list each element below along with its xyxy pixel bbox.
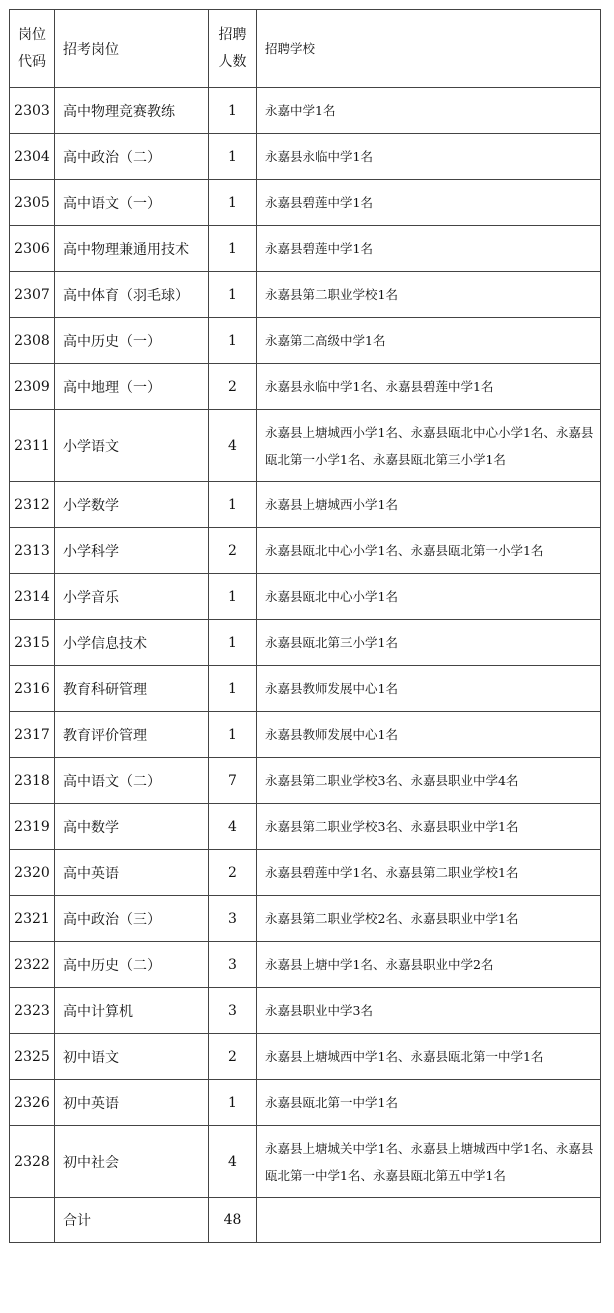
row-count: 1 xyxy=(209,1080,257,1126)
row-school: 永嘉县上塘城西小学1名、永嘉县瓯北中心小学1名、永嘉县瓯北第一小学1名、永嘉县瓯北第三小学1名 xyxy=(257,410,601,482)
row-school: 永嘉县上塘城西中学1名、永嘉县瓯北第一中学1名 xyxy=(257,1034,601,1080)
row-code: 2309 xyxy=(10,364,55,410)
row-position: 高中语文（二） xyxy=(55,758,209,804)
row-code: 2312 xyxy=(10,482,55,528)
row-count: 3 xyxy=(209,942,257,988)
row-count: 1 xyxy=(209,574,257,620)
row-position: 教育科研管理 xyxy=(55,666,209,712)
row-position: 高中计算机 xyxy=(55,988,209,1034)
table-row xyxy=(10,804,601,850)
total-code-cell xyxy=(10,1198,55,1243)
row-school: 永嘉县第二职业学校2名、永嘉县职业中学1名 xyxy=(257,896,601,942)
row-code: 2305 xyxy=(10,180,55,226)
row-position: 高中英语 xyxy=(55,850,209,896)
row-count: 2 xyxy=(209,1034,257,1080)
row-school: 永嘉县第二职业学校3名、永嘉县职业中学1名 xyxy=(257,804,601,850)
header-school: 招聘学校 xyxy=(257,10,601,88)
row-school: 永嘉县上塘中学1名、永嘉县职业中学2名 xyxy=(257,942,601,988)
row-code: 2315 xyxy=(10,620,55,666)
header-code-line2: 代码 xyxy=(18,53,46,70)
row-code: 2306 xyxy=(10,226,55,272)
header-position: 招考岗位 xyxy=(55,10,209,88)
row-school: 永嘉县碧莲中学1名、永嘉县第二职业学校1名 xyxy=(257,850,601,896)
table-row xyxy=(10,482,601,528)
row-count: 2 xyxy=(209,850,257,896)
row-code: 2311 xyxy=(10,410,55,482)
row-count: 2 xyxy=(209,364,257,410)
header-count xyxy=(209,10,257,88)
row-school: 永嘉中学1名 xyxy=(257,88,601,134)
row-count: 7 xyxy=(209,758,257,804)
row-school: 永嘉县瓯北中心小学1名、永嘉县瓯北第一小学1名 xyxy=(257,528,601,574)
row-code: 2319 xyxy=(10,804,55,850)
row-position: 初中英语 xyxy=(55,1080,209,1126)
recruitment-table xyxy=(9,9,601,1243)
row-position: 小学数学 xyxy=(55,482,209,528)
row-school: 永嘉县教师发展中心1名 xyxy=(257,666,601,712)
row-school: 永嘉县职业中学3名 xyxy=(257,988,601,1034)
row-school: 永嘉县永临中学1名、永嘉县碧莲中学1名 xyxy=(257,364,601,410)
row-code: 2320 xyxy=(10,850,55,896)
row-code: 2308 xyxy=(10,318,55,364)
row-code: 2318 xyxy=(10,758,55,804)
row-school: 永嘉县第二职业学校3名、永嘉县职业中学4名 xyxy=(257,758,601,804)
row-code: 2328 xyxy=(10,1126,55,1198)
header-count-line2: 人数 xyxy=(218,53,247,70)
row-count: 1 xyxy=(209,712,257,758)
row-count: 3 xyxy=(209,896,257,942)
row-code: 2326 xyxy=(10,1080,55,1126)
row-school: 永嘉县碧莲中学1名 xyxy=(257,180,601,226)
row-school: 永嘉县第二职业学校1名 xyxy=(257,272,601,318)
row-code: 2317 xyxy=(10,712,55,758)
row-count: 3 xyxy=(209,988,257,1034)
table-row xyxy=(10,226,601,272)
row-position: 初中语文 xyxy=(55,1034,209,1080)
row-position: 高中物理兼通用技术 xyxy=(55,226,209,272)
table-row xyxy=(10,134,601,180)
table-row xyxy=(10,272,601,318)
table-row xyxy=(10,620,601,666)
table-row xyxy=(10,988,601,1034)
row-position: 高中政治（二） xyxy=(55,134,209,180)
table-row xyxy=(10,318,601,364)
row-school: 永嘉县上塘城西小学1名 xyxy=(257,482,601,528)
total-school-cell xyxy=(257,1198,601,1243)
row-count: 1 xyxy=(209,134,257,180)
row-count: 1 xyxy=(209,88,257,134)
table-row xyxy=(10,896,601,942)
row-code: 2307 xyxy=(10,272,55,318)
row-count: 1 xyxy=(209,226,257,272)
table-row xyxy=(10,1126,601,1198)
header-code-line1: 岗位 xyxy=(18,26,46,43)
table-row xyxy=(10,574,601,620)
row-position: 高中历史（二） xyxy=(55,942,209,988)
row-count: 1 xyxy=(209,272,257,318)
row-school: 永嘉县瓯北第三小学1名 xyxy=(257,620,601,666)
row-position: 高中地理（一） xyxy=(55,364,209,410)
table-row xyxy=(10,758,601,804)
row-code: 2314 xyxy=(10,574,55,620)
table-row xyxy=(10,1080,601,1126)
row-count: 1 xyxy=(209,620,257,666)
table-row xyxy=(10,180,601,226)
row-position: 高中体育（羽毛球） xyxy=(55,272,209,318)
row-position: 教育评价管理 xyxy=(55,712,209,758)
row-school: 永嘉县瓯北第一中学1名 xyxy=(257,1080,601,1126)
table-row xyxy=(10,666,601,712)
row-position: 高中语文（一） xyxy=(55,180,209,226)
row-count: 4 xyxy=(209,804,257,850)
row-count: 4 xyxy=(209,410,257,482)
recruitment-table-container xyxy=(9,9,601,1243)
table-row xyxy=(10,88,601,134)
row-code: 2321 xyxy=(10,896,55,942)
row-count: 1 xyxy=(209,318,257,364)
table-row xyxy=(10,410,601,482)
table-row xyxy=(10,528,601,574)
row-code: 2322 xyxy=(10,942,55,988)
row-school: 永嘉县上塘城关中学1名、永嘉县上塘城西中学1名、永嘉县瓯北第一中学1名、永嘉县瓯北第五中学1名 xyxy=(257,1126,601,1198)
total-label: 合计 xyxy=(55,1198,209,1243)
table-row xyxy=(10,850,601,896)
table-row xyxy=(10,712,601,758)
row-count: 1 xyxy=(209,482,257,528)
row-count: 1 xyxy=(209,180,257,226)
row-code: 2325 xyxy=(10,1034,55,1080)
row-code: 2323 xyxy=(10,988,55,1034)
row-school: 永嘉县碧莲中学1名 xyxy=(257,226,601,272)
row-position: 小学科学 xyxy=(55,528,209,574)
row-position: 高中政治（三） xyxy=(55,896,209,942)
row-count: 2 xyxy=(209,528,257,574)
row-position: 小学信息技术 xyxy=(55,620,209,666)
row-school: 永嘉县永临中学1名 xyxy=(257,134,601,180)
row-position: 高中物理竞赛教练 xyxy=(55,88,209,134)
row-position: 小学语文 xyxy=(55,410,209,482)
row-position: 高中历史（一） xyxy=(55,318,209,364)
total-row xyxy=(10,1198,601,1243)
row-count: 4 xyxy=(209,1126,257,1198)
table-header-row xyxy=(10,10,601,88)
row-school: 永嘉第二高级中学1名 xyxy=(257,318,601,364)
row-code: 2303 xyxy=(10,88,55,134)
table-row xyxy=(10,364,601,410)
header-count-line1: 招聘 xyxy=(218,26,247,43)
table-row xyxy=(10,942,601,988)
row-position: 初中社会 xyxy=(55,1126,209,1198)
header-code xyxy=(10,10,55,88)
row-position: 小学音乐 xyxy=(55,574,209,620)
row-count: 1 xyxy=(209,666,257,712)
row-position: 高中数学 xyxy=(55,804,209,850)
row-code: 2313 xyxy=(10,528,55,574)
row-school: 永嘉县瓯北中心小学1名 xyxy=(257,574,601,620)
table-row xyxy=(10,1034,601,1080)
total-count: 48 xyxy=(209,1198,257,1243)
row-code: 2316 xyxy=(10,666,55,712)
row-school: 永嘉县教师发展中心1名 xyxy=(257,712,601,758)
row-code: 2304 xyxy=(10,134,55,180)
